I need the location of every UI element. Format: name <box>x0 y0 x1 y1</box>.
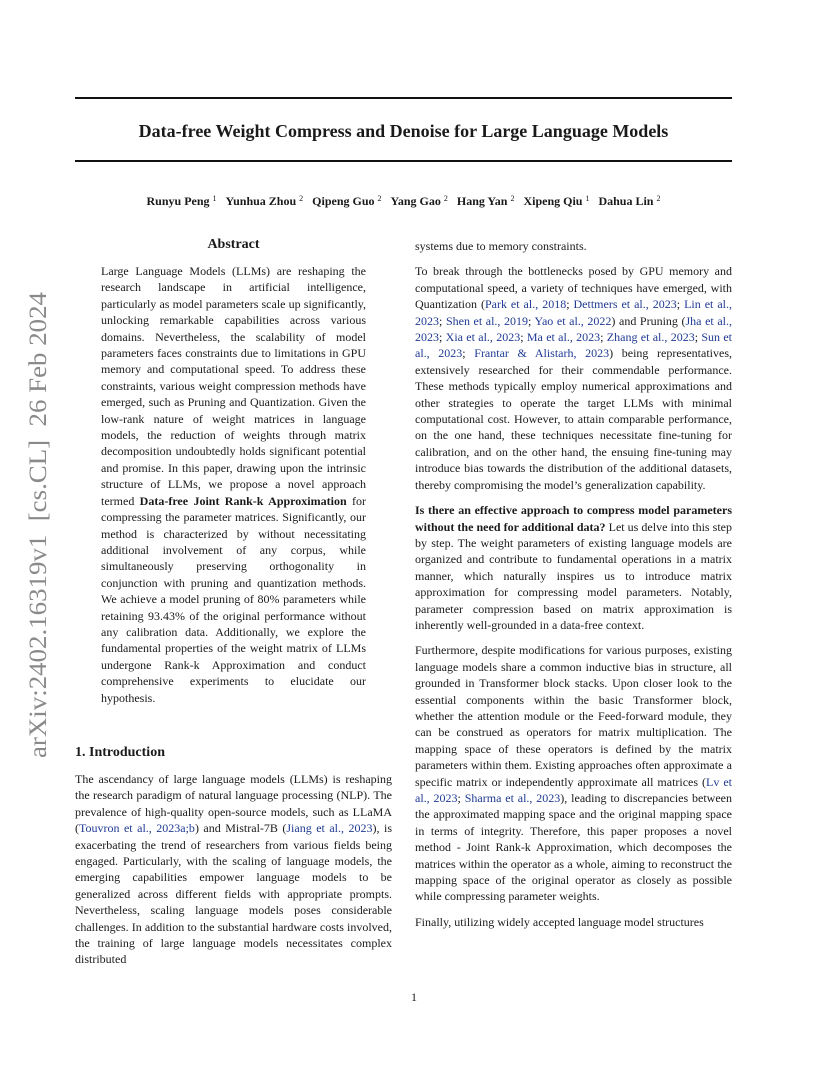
citation-link[interactable]: Lv et al., 2023 <box>415 774 732 805</box>
author: Xipeng Qiu $^1$ <box>523 194 590 208</box>
title-top-rule <box>75 97 732 99</box>
citation-link[interactable]: Zhang et al., 2023 <box>606 330 695 345</box>
transformer-paragraph: Furthermore, despite modifications for various purposes, existing language models share a common inductive bias in structure, all grounded in Transformer block stacks. Upon closer look to the essential components within the basic Transformer block, whether the attention module or the Feed-forward module, they can be construed as operators for matrix multiplication. The mapping space of these operators is defined by the matrix parameters within them. Existing approaches often approximate a specific matrix or independently approximate all matrices (Lv et al., 2023; Sharma et al., 2023), leading to discrepancies between the approximated mapping space and the original mapping space in terms of integrity. Therefore, this paper proposes a novel method - Joint Rank-k Approximation, which decomposes the matrices within the operator as a whole, aiming to reconstruct the mapping space of the original operator as closely as possible while compressing parameter weights. <box>415 643 732 904</box>
page-number: 1 <box>411 990 417 1004</box>
citation-link[interactable]: Xia et al., 2023 <box>445 330 521 345</box>
title-bottom-rule <box>75 160 732 162</box>
research-question-paragraph: Is there an effective approach to compress model parameters without the need for additional data? Let us delve into this step by step. The weight parameters of existing language models are organized and contribute to fundamental operations in a matrix manner, which naturally inspires us to introduce matrix approximation for compressing model parameters. Notably, parameter compression based on matrix approximation is inherently well-grounded in a data-free context. <box>415 503 732 632</box>
citation-link[interactable]: Dettmers et al., 2023 <box>573 297 677 312</box>
citation-link[interactable]: Frantar & Alistarh, 2023 <box>474 346 610 361</box>
citation-link[interactable]: Sun et al., 2023 <box>415 330 733 361</box>
author: Hang Yan $^2$ <box>456 194 515 208</box>
author: Qipeng Guo $^2$ <box>312 194 382 208</box>
author-list <box>75 191 732 209</box>
author: Runyu Peng $^1$ <box>146 194 217 208</box>
citation-link[interactable]: Shen et al., 2019 <box>445 313 529 328</box>
citation-link[interactable]: Jha et al., 2023 <box>415 313 732 345</box>
introduction-heading: 1. Introduction <box>75 744 165 760</box>
citation-link[interactable]: Lin et al., 2023 <box>415 297 732 328</box>
bottleneck-paragraph: To break through the bottlenecks posed by GPU memory and computational speed, a variety of techniques have emerged, with Quantization (Park et al., 2018; Dettmers et al., 2023; Lin et al., 2023; Shen et al., 2019; Yao et al., 2022) and Pruning (Jha et al., 2023; Xia et al., 2023; Ma et al., 2023; Zhang et al., 2023; Sun et al., 2023; Frantar & Alistarh, 2023) being representatives, extensively researched for their commendable performance. These methods typically employ numerical approximations and other strategies to operate the target LLMs with minimal computational cost. However, to attain comparable performance, on the one hand, these techniques necessitate fine-tuning for calibration, and on the other hand, the ensuing fine-tuning may introduce bias towards the distribution of the additional datasets, thereby compromising the model’s generalization capability. <box>415 264 733 492</box>
introduction-paragraph: The ascendancy of large language models (LLMs) is reshaping the research paradigm of natural language processing (NLP). The prevalence of high-quality open-source models, such as LLaMA (Touvron et al., 2023a;b) and Mistral-7B (Jiang et al., 2023), is exacerbating the trend of researchers from various fields being engaged. Particularly, with the scaling of language models, the emerging capabilities empower language models to be generalized across different fields with appropriate prompts. Nevertheless, scaling language models poses considerable challenges. In addition to the substantial hardware costs involved, the training of large language models necessitates complex distributed <box>75 771 393 967</box>
author: Yang Gao $^2$ <box>390 194 448 208</box>
citation-link[interactable]: Ma et al., 2023 <box>526 330 601 345</box>
abstract-text: Large Language Models (LLMs) are reshaping the research landscape in artificial intelligence, particularly as model parameters scale up significantly, unlocking remarkable capabilities across various domains. Nevertheless, the scalability of model parameters faces constraints due to limitations in GPU memory and computational speed. To address these constraints, various weight compression methods have emerged, such as Pruning and Quantization. Given the low-rank nature of weight matrices in language models, the reduction of weights through matrix decomposition undoubtedly holds significant potential and promise. In this paper, drawing upon the intrinsic structure of LLMs, we propose a novel approach termed Data-free Joint Rank-k Approximation for compressing the parameter matrices. Significantly, our method is characterized by without necessitating additional involvement of any corpus, while simultaneously preserving orthogonality in conjunction with pruning and quantization methods. We achieve a model pruning of 80% parameters while retaining 93.43% of the original performance without any calibration data. Additionally, we explore the fundamental properties of the weight matrix of LLMs undergone Rank-k Approximation and conduct comprehensive experiments to elucidate our hypothesis. <box>101 264 366 705</box>
abstract-heading: Abstract <box>207 237 260 252</box>
final-paragraph: Finally, utilizing widely accepted language model structures <box>415 914 704 929</box>
continuation-paragraph: systems due to memory constraints. <box>415 239 587 253</box>
citation-link[interactable]: Sharma et al., 2023 <box>464 791 561 805</box>
citation-link[interactable]: Jiang et al., 2023 <box>286 821 373 836</box>
citation-link[interactable]: Yao et al., 2022 <box>534 313 612 328</box>
citation-link[interactable]: Touvron et al., 2023a;b <box>79 821 195 836</box>
citation-link[interactable]: Park et al., 2018 <box>484 297 567 312</box>
author: Yunhua Zhou $^2$ <box>225 194 304 208</box>
paper-title: Data-free Weight Compress and Denoise for Large Language Models <box>138 121 669 141</box>
arxiv-identifier-stamp <box>14 290 54 760</box>
author: Dahua Lin $^2$ <box>598 194 661 208</box>
arxiv-identifier-text: arXiv:2402.16319v1 [cs.CL] 26 Feb 2024 <box>25 324 52 758</box>
right-column <box>415 238 732 939</box>
left-column <box>75 236 392 968</box>
